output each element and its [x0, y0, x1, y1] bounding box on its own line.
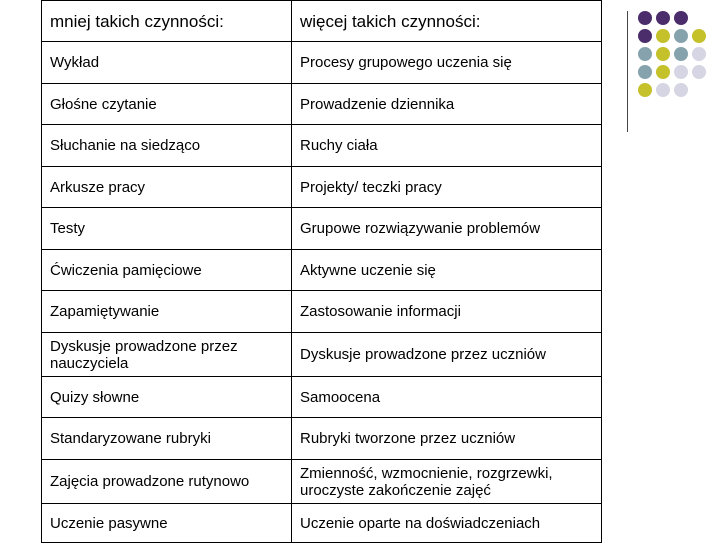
- decorative-dot: [656, 65, 670, 79]
- cell-more: Zmienność, wzmocnienie, rozgrzewki, uroczyste zakończenie zajęć: [292, 459, 602, 503]
- cell-fewer: Zapamiętywanie: [42, 291, 292, 333]
- cell-fewer: Testy: [42, 208, 292, 250]
- table-row: [42, 459, 602, 503]
- cell-more: Samoocena: [292, 376, 602, 418]
- decorative-dot: [692, 29, 706, 43]
- table-row: [42, 125, 602, 167]
- table-header-row: [42, 1, 602, 42]
- cell-fewer: Quizy słowne: [42, 376, 292, 418]
- decorative-dot: [638, 11, 652, 25]
- table-row: [42, 249, 602, 291]
- table-row: [42, 332, 602, 376]
- cell-more: Procesy grupowego uczenia się: [292, 42, 602, 84]
- decorative-dot: [638, 29, 652, 43]
- decorative-dot-grid: [624, 11, 720, 136]
- comparison-table: [41, 0, 602, 543]
- decorative-dot: [656, 83, 670, 97]
- cell-more: Ruchy ciała: [292, 125, 602, 167]
- cell-more: Prowadzenie dziennika: [292, 83, 602, 125]
- cell-fewer: Zajęcia prowadzone rutynowo: [42, 459, 292, 503]
- cell-more: Uczenie oparte na doświadczeniach: [292, 503, 602, 542]
- decorative-dot: [674, 47, 688, 61]
- header-fewer-activities: mniej takich czynności:: [42, 1, 292, 42]
- decorative-dot: [674, 65, 688, 79]
- cell-fewer: Arkusze pracy: [42, 166, 292, 208]
- decorative-dot: [656, 47, 670, 61]
- cell-fewer: Dyskusje prowadzone przez nauczyciela: [42, 332, 292, 376]
- decorative-dot: [674, 29, 688, 43]
- header-more-activities: więcej takich czynności:: [292, 1, 602, 42]
- table-row: [42, 503, 602, 542]
- decorative-dot: [638, 65, 652, 79]
- cell-more: Projekty/ teczki pracy: [292, 166, 602, 208]
- table-row: [42, 208, 602, 250]
- table-row: [42, 418, 602, 460]
- cell-more: Zastosowanie informacji: [292, 291, 602, 333]
- table-row: [42, 83, 602, 125]
- table-row: [42, 166, 602, 208]
- cell-more: Grupowe rozwiązywanie problemów: [292, 208, 602, 250]
- decorative-dot: [638, 47, 652, 61]
- decorative-dot: [656, 11, 670, 25]
- decorative-dot: [674, 11, 688, 25]
- cell-more: Aktywne uczenie się: [292, 249, 602, 291]
- cell-more: Dyskusje prowadzone przez uczniów: [292, 332, 602, 376]
- table-row: [42, 291, 602, 333]
- decorative-dot: [692, 47, 706, 61]
- table-row: [42, 42, 602, 84]
- decorative-dot: [692, 65, 706, 79]
- cell-fewer: Słuchanie na siedząco: [42, 125, 292, 167]
- table-row: [42, 376, 602, 418]
- cell-more: Rubryki tworzone przez uczniów: [292, 418, 602, 460]
- decorative-dot: [656, 29, 670, 43]
- cell-fewer: Głośne czytanie: [42, 83, 292, 125]
- decorative-dot: [638, 83, 652, 97]
- cell-fewer: Uczenie pasywne: [42, 503, 292, 542]
- cell-fewer: Standaryzowane rubryki: [42, 418, 292, 460]
- cell-fewer: Ćwiczenia pamięciowe: [42, 249, 292, 291]
- decorative-dot: [674, 83, 688, 97]
- cell-fewer: Wykład: [42, 42, 292, 84]
